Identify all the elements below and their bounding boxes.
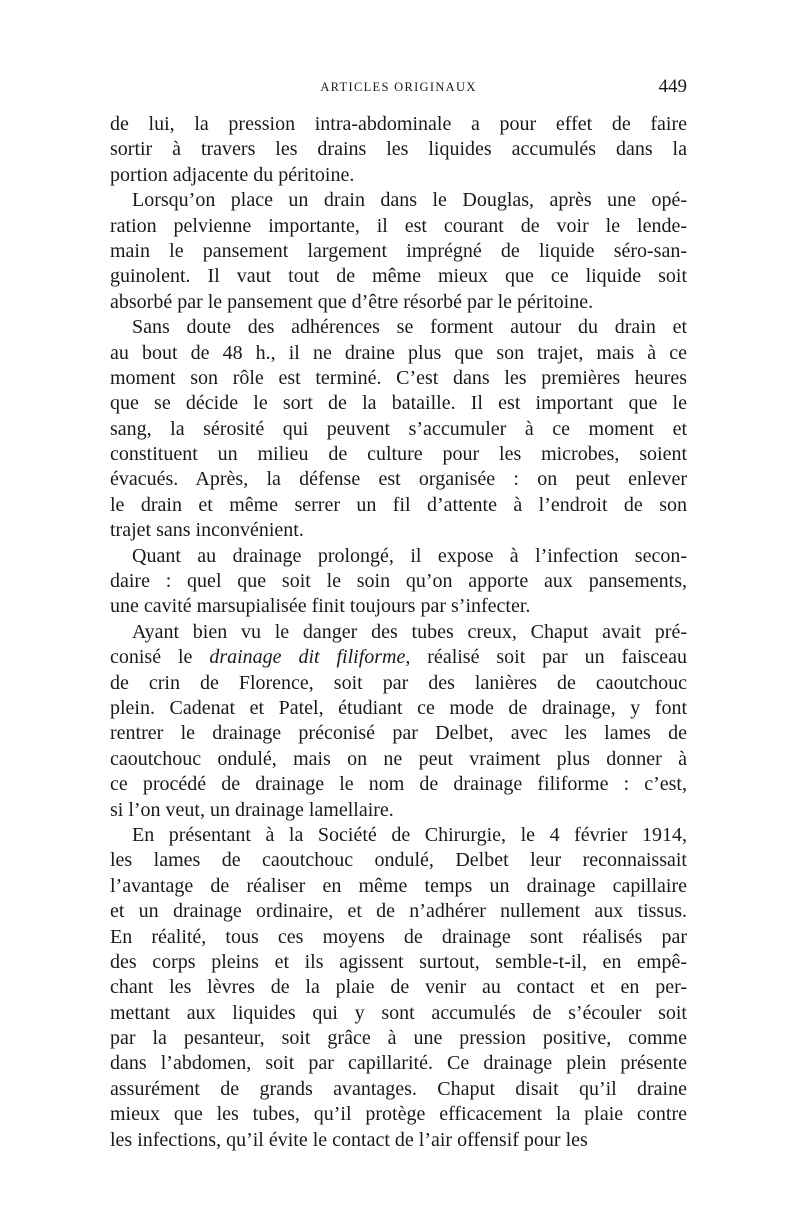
text-line: trajet sans inconvénient. [110,519,304,542]
text-line: sang, la sérosité qui peuvent s’accumuler à ce moment et [110,417,687,440]
text-line: Sans doute des adhérences se forment autour du drain et [132,316,687,339]
text-line: de crin de Florence, soit par des lanières de caoutchouc [110,671,687,694]
text-line: ration pelvienne importante, il est courant de voir le lende- [110,214,687,237]
text-line: Quant au drainage prolongé, il expose à l’infection secon- [132,544,687,567]
text-line: Lorsqu’on place un drain dans le Douglas, après une opé- [132,189,687,212]
text-line: les lames de caoutchouc ondulé, Delbet leur reconnaissait [110,849,687,872]
text-line: une cavité marsupialisée finit toujours par s’infecter. [110,595,531,618]
text-line: plein. Cadenat et Patel, étudiant ce mode de drainage, y font [110,696,687,719]
text-line: Ayant bien vu le danger des tubes creux, Chaput avait pré- [132,620,687,643]
text-line: l’avantage de réaliser en même temps un drainage capillaire [110,874,687,897]
text-run: , réalisé soit par un faisceau [405,646,688,669]
text-line: guinolent. Il vaut tout de même mieux que ce liquide soit [110,265,687,288]
paragraph [110,620,687,823]
text-line: absorbé par le pansement que d’être résorbé par le péritoine. [110,290,594,313]
text-line: évacués. Après, la défense est organisée : on peut enlever [110,468,687,491]
text-line: et un drainage ordinaire, et de n’adhérer nullement aux tissus. [110,900,687,923]
text-line: les infections, qu’il évite le contact de l’air offensif pour les [110,1128,588,1151]
body-text [110,112,687,1153]
text-line: rentrer le drainage préconisé par Delbet, avec les lames de [110,722,687,745]
text-line: En présentant à la Société de Chirurgie, le 4 février 1914, [132,823,687,846]
text-line: portion adjacente du péritoine. [110,163,355,186]
text-line: que se décide le sort de la bataille. Il est important que le [110,392,687,415]
text-line: mieux que les tubes, qu’il protège efficacement la plaie contre [110,1103,687,1126]
text-run: conisé le [110,646,210,669]
paragraph [110,188,687,315]
italic-text: drainage dit filiforme [209,646,406,669]
text-line: assurément de grands avantages. Chaput disait qu’il draine [110,1077,687,1100]
text-line: sortir à travers les drains les liquides accumulés dans la [110,138,687,161]
text-line: mettant aux liquides qui y sont accumulés de s’écouler soit [110,1001,687,1024]
text-line: caoutchouc ondulé, mais on ne peut vraiment plus donner à [110,747,687,770]
text-line: main le pansement largement imprégné de liquide séro-san- [110,239,687,262]
text-line: par la pesanteur, soit grâce à une pression positive, comme [110,1027,687,1050]
text-line: daire : quel que soit le soin qu’on apporte aux pansements, [110,570,687,593]
paragraph [110,544,687,620]
text-line: moment son rôle est terminé. C’est dans les premières heures [110,366,687,389]
text-line: de lui, la pression intra-abdominale a pour effet de faire [110,113,687,135]
text-line: chant les lèvres de la plaie de venir au contact et en per- [110,976,687,999]
running-title: ARTICLES ORIGINAUX [320,80,477,94]
page-header [110,76,687,100]
paragraph [110,112,687,188]
text-line: au bout de 48 h., il ne draine plus que son trajet, mais à ce [110,341,687,364]
page-number: 449 [658,76,687,97]
text-line: dans l’abdomen, soit par capillarité. Ce drainage plein présente [110,1052,687,1075]
text-line: En réalité, tous ces moyens de drainage sont réalisés par [110,925,687,948]
text-line: des corps pleins et ils agissent surtout, semble-t-il, en empê- [110,950,687,973]
text-line: ce procédé de drainage le nom de drainage filiforme : c’est, [110,773,687,796]
text-line [110,645,687,670]
text-line: constituent un milieu de culture pour les microbes, soient [110,443,687,466]
text-line: si l’on veut, un drainage lamellaire. [110,798,394,821]
paragraph [110,315,687,544]
paragraph [110,823,687,1153]
text-line: le drain et même serrer un fil d’attente à l’endroit de son [110,493,687,516]
